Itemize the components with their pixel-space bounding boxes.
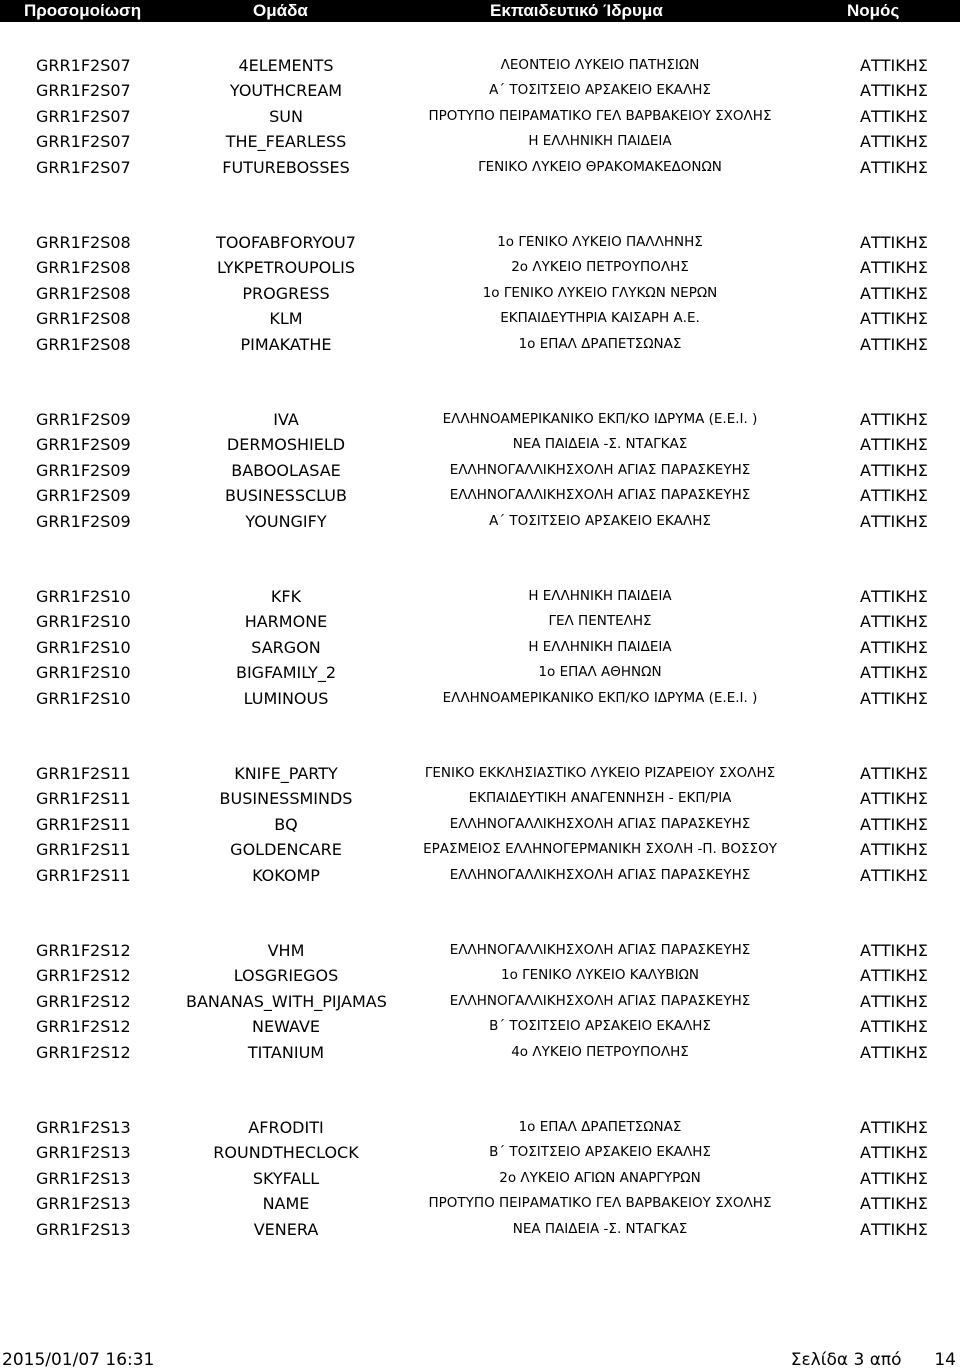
table-row	[0, 660, 960, 685]
table-row	[0, 584, 960, 609]
cell-institution: Α΄ ΤΟΣΙΤΣΕΙΟ ΑΡΣΑΚΕΙΟ ΕΚΑΛΗΣ	[489, 512, 711, 529]
cell-prefecture: ΑΤΤΙΚΗΣ	[860, 81, 928, 101]
cell-simulation: GRR1F2S12	[36, 1017, 131, 1037]
cell-prefecture: ΑΤΤΙΚΗΣ	[860, 1017, 928, 1037]
cell-institution: ΠΡΟΤΥΠΟ ΠΕΙΡΑΜΑΤΙΚΟ ΓΕΛ ΒΑΡΒΑΚΕΙΟΥ ΣΧΟΛΗΣ	[428, 1195, 772, 1212]
cell-prefecture: ΑΤΤΙΚΗΣ	[860, 966, 928, 986]
cell-prefecture: ΑΤΤΙΚΗΣ	[860, 587, 928, 606]
table-row	[0, 458, 960, 483]
cell-team: LYKPETROUPOLIS	[216, 258, 356, 278]
cell-institution: ΕΛΛΗΝΟΓΑΛΛΙΚΗΣΧΟΛΗ ΑΓΙΑΣ ΠΑΡΑΣΚΕΥΗΣ	[449, 866, 751, 883]
cell-institution: ΛΕΟΝΤΕΙΟ ΛΥΚΕΙΟ ΠΑΤΗΣΙΩΝ	[500, 57, 700, 73]
cell-prefecture: ΑΤΤΙΚΗΣ	[860, 435, 928, 455]
cell-prefecture: ΑΤΤΙΚΗΣ	[860, 991, 928, 1011]
cell-team: SUN	[269, 106, 303, 126]
cell-prefecture: ΑΤΤΙΚΗΣ	[860, 132, 928, 152]
cell-institution: Η ΕΛΛΗΝΙΚΗ ΠΑΙΔΕΙΑ	[528, 133, 672, 150]
cell-team: BUSINESSCLUB	[225, 486, 347, 506]
header-institution: Εκπαιδευτικό Ίδρυμα	[490, 1, 663, 20]
table-row	[0, 155, 960, 180]
cell-team: KNIFE_PARTY	[234, 764, 338, 783]
cell-prefecture: ΑΤΤΙΚΗΣ	[860, 688, 928, 708]
table-row	[0, 761, 960, 786]
cell-team: TITANIUM	[247, 1042, 325, 1062]
cell-simulation: GRR1F2S08	[36, 334, 131, 354]
page-footer	[0, 1350, 960, 1370]
cell-simulation: GRR1F2S12	[36, 966, 131, 986]
cell-institution: 4ο ΛΥΚΕΙΟ ΠΕΤΡΟΥΠΟΛΗΣ	[511, 1043, 689, 1060]
cell-team: IVA	[273, 410, 299, 429]
cell-prefecture: ΑΤΤΙΚΗΣ	[860, 764, 928, 783]
footer-page-label: Σελίδα 3 από	[790, 1350, 902, 1370]
table-row	[0, 483, 960, 508]
table-row	[0, 281, 960, 306]
cell-simulation: GRR1F2S08	[36, 283, 131, 303]
cell-team: YOUNGIFY	[245, 511, 327, 531]
cell-prefecture: ΑΤΤΙΚΗΣ	[860, 1168, 928, 1188]
footer-page-number	[791, 1350, 956, 1370]
cell-simulation: GRR1F2S10	[36, 612, 131, 632]
cell-team: PROGRESS	[242, 283, 330, 303]
cell-team: LUMINOUS	[243, 688, 329, 708]
cell-institution: ΕΚΠΑΙΔΕΥΤΙΚΗ ΑΝΑΓΕΝΝΗΣΗ - ΕΚΠ/ΡΙΑ	[468, 790, 732, 807]
table-row	[0, 1191, 960, 1216]
cell-team: THE_FEARLESS	[225, 132, 347, 152]
cell-prefecture: ΑΤΤΙΚΗΣ	[860, 1194, 928, 1214]
cell-team: PIMAKATHE	[240, 334, 332, 354]
cell-team: AFRODITI	[248, 1118, 324, 1137]
cell-institution: 2ο ΛΥΚΕΙΟ ΠΕΤΡΟΥΠΟΛΗΣ	[511, 259, 689, 276]
cell-prefecture: ΑΤΤΙΚΗΣ	[860, 283, 928, 303]
cell-simulation: GRR1F2S13	[36, 1219, 131, 1239]
cell-prefecture: ΑΤΤΙΚΗΣ	[860, 258, 928, 278]
table-row	[0, 609, 960, 634]
cell-team: HARMONE	[244, 612, 328, 632]
cell-simulation: GRR1F2S09	[36, 486, 131, 506]
cell-simulation: GRR1F2S10	[36, 637, 131, 657]
cell-team: GOLDENCARE	[230, 840, 342, 860]
table-row	[0, 255, 960, 280]
cell-team: KFK	[270, 587, 302, 606]
cell-simulation: GRR1F2S07	[36, 81, 131, 101]
table-row	[0, 786, 960, 811]
cell-institution: ΕΛΛΗΝΟΓΑΛΛΙΚΗΣΧΟΛΗ ΑΓΙΑΣ ΠΑΡΑΣΚΕΥΗΣ	[449, 461, 751, 478]
footer-datetime: 2015/01/07 16:31	[2, 1350, 155, 1370]
cell-prefecture: ΑΤΤΙΚΗΣ	[860, 334, 928, 354]
cell-simulation: GRR1F2S11	[36, 789, 131, 809]
table-row	[0, 1040, 960, 1065]
cell-institution: 1ο ΕΠΑΛ ΑΘΗΝΩΝ	[538, 664, 662, 681]
cell-prefecture: ΑΤΤΙΚΗΣ	[860, 1219, 928, 1239]
cell-team: DERMOSHIELD	[226, 435, 346, 455]
cell-team: KOKOMP	[252, 865, 320, 885]
header-team: Ομάδα	[253, 1, 308, 20]
cell-institution: 1ο ΓΕΝΙΚΟ ΛΥΚΕΙΟ ΓΛΥΚΩΝ ΝΕΡΩΝ	[482, 284, 718, 301]
cell-simulation: GRR1F2S12	[36, 1042, 131, 1062]
cell-simulation: GRR1F2S09	[36, 435, 131, 455]
cell-prefecture: ΑΤΤΙΚΗΣ	[860, 789, 928, 809]
table-row	[0, 332, 960, 357]
cell-simulation: GRR1F2S08	[36, 309, 131, 329]
cell-institution: Β΄ ΤΟΣΙΤΣΕΙΟ ΑΡΣΑΚΕΙΟ ΕΚΑΛΗΣ	[489, 1144, 711, 1161]
cell-institution: ΠΡΟΤΥΠΟ ΠΕΙΡΑΜΑΤΙΚΟ ΓΕΛ ΒΑΡΒΑΚΕΙΟΥ ΣΧΟΛΗΣ	[428, 107, 772, 124]
cell-team: KLM	[269, 309, 303, 329]
table-row	[0, 989, 960, 1014]
table-row	[0, 407, 960, 432]
cell-institution: ΕΛΛΗΝΟΑΜΕΡΙΚΑΝΙΚΟ ΕΚΠ/ΚΟ ΙΔΡΥΜΑ (Ε.Ε.Ι. )	[442, 689, 758, 706]
cell-simulation: GRR1F2S13	[36, 1168, 131, 1188]
table-row	[0, 1166, 960, 1191]
cell-team: BQ	[274, 814, 298, 834]
cell-institution: 1ο ΓΕΝΙΚΟ ΛΥΚΕΙΟ ΚΑΛΥΒΙΩΝ	[500, 967, 700, 984]
cell-simulation: GRR1F2S11	[36, 865, 131, 885]
table-row	[0, 686, 960, 711]
cell-simulation: GRR1F2S10	[36, 688, 131, 708]
cell-team: 4ELEMENTS	[238, 56, 334, 75]
table-row	[0, 812, 960, 837]
cell-prefecture: ΑΤΤΙΚΗΣ	[860, 460, 928, 480]
table-row	[0, 306, 960, 331]
table-row	[0, 104, 960, 129]
cell-prefecture: ΑΤΤΙΚΗΣ	[860, 865, 928, 885]
cell-institution: 1ο ΕΠΑΛ ΔΡΑΠΕΤΣΩΝΑΣ	[518, 1119, 682, 1135]
table-row	[0, 1217, 960, 1242]
table-row	[0, 963, 960, 988]
cell-institution: 1ο ΓΕΝΙΚΟ ΛΥΚΕΙΟ ΠΑΛΛΗΝΗΣ	[497, 234, 703, 250]
table-row	[0, 863, 960, 888]
cell-institution: Β΄ ΤΟΣΙΤΣΕΙΟ ΑΡΣΑΚΕΙΟ ΕΚΑΛΗΣ	[489, 1018, 711, 1035]
cell-prefecture: ΑΤΤΙΚΗΣ	[860, 157, 928, 177]
cell-prefecture: ΑΤΤΙΚΗΣ	[860, 1118, 928, 1137]
cell-simulation: GRR1F2S09	[36, 511, 131, 531]
cell-simulation: GRR1F2S12	[36, 941, 131, 960]
table-row	[0, 509, 960, 534]
table-row	[0, 1014, 960, 1039]
cell-team: BANANAS_WITH_PIJAMAS	[186, 991, 387, 1011]
cell-team: BIGFAMILY_2	[235, 663, 337, 683]
cell-team: BABOOLASAE	[231, 460, 341, 480]
cell-institution: 1ο ΕΠΑΛ ΔΡΑΠΕΤΣΩΝΑΣ	[518, 335, 682, 352]
cell-simulation: GRR1F2S10	[36, 663, 131, 683]
cell-institution: ΕΛΛΗΝΟΓΑΛΛΙΚΗΣΧΟΛΗ ΑΓΙΑΣ ΠΑΡΑΣΚΕΥΗΣ	[449, 487, 751, 504]
table-row	[0, 230, 960, 255]
cell-team: SARGON	[251, 637, 321, 657]
cell-simulation: GRR1F2S09	[36, 410, 131, 429]
cell-prefecture: ΑΤΤΙΚΗΣ	[860, 486, 928, 506]
cell-simulation: GRR1F2S13	[36, 1143, 131, 1163]
cell-institution: ΝΕΑ ΠΑΙΔΕΙΑ -Σ. ΝΤΑΓΚΑΣ	[512, 436, 688, 453]
cell-prefecture: ΑΤΤΙΚΗΣ	[860, 663, 928, 683]
table-row	[0, 78, 960, 103]
cell-prefecture: ΑΤΤΙΚΗΣ	[860, 612, 928, 632]
cell-prefecture: ΑΤΤΙΚΗΣ	[860, 106, 928, 126]
cell-team: NAME	[262, 1194, 310, 1214]
cell-team: VHM	[267, 941, 305, 960]
cell-institution: Α΄ ΤΟΣΙΤΣΕΙΟ ΑΡΣΑΚΕΙΟ ΕΚΑΛΗΣ	[489, 82, 711, 99]
table-row	[0, 53, 960, 78]
cell-institution: ΓΕΝΙΚΟ ΕΚΚΛΗΣΙΑΣΤΙΚΟ ΛΥΚΕΙΟ ΡΙΖΑΡΕΙΟΥ ΣΧΟΛΗΣ	[424, 765, 776, 781]
cell-simulation: GRR1F2S07	[36, 132, 131, 152]
table-row	[0, 635, 960, 660]
cell-institution: ΓΕΝΙΚΟ ΛΥΚΕΙΟ ΘΡΑΚΟΜΑΚΕΔΟΝΩΝ	[478, 158, 722, 175]
cell-team: VENERA	[253, 1219, 319, 1239]
cell-simulation: GRR1F2S13	[36, 1118, 131, 1137]
cell-simulation: GRR1F2S12	[36, 991, 131, 1011]
table-header	[0, 0, 960, 22]
table-row	[0, 1140, 960, 1165]
cell-prefecture: ΑΤΤΙΚΗΣ	[860, 1042, 928, 1062]
cell-institution: ΕΛΛΗΝΟΓΑΛΛΙΚΗΣΧΟΛΗ ΑΓΙΑΣ ΠΑΡΑΣΚΕΥΗΣ	[449, 992, 751, 1009]
cell-institution: ΓΕΛ ΠΕΝΤΕΛΗΣ	[548, 613, 652, 630]
cell-simulation: GRR1F2S11	[36, 764, 131, 783]
cell-prefecture: ΑΤΤΙΚΗΣ	[860, 56, 928, 75]
cell-prefecture: ΑΤΤΙΚΗΣ	[860, 814, 928, 834]
table-row	[0, 837, 960, 862]
cell-simulation: GRR1F2S07	[36, 157, 131, 177]
cell-prefecture: ΑΤΤΙΚΗΣ	[860, 233, 928, 252]
footer-page-total: 14	[934, 1350, 956, 1370]
cell-simulation: GRR1F2S13	[36, 1194, 131, 1214]
header-prefecture: Νομός	[847, 1, 900, 20]
table-row	[0, 1115, 960, 1140]
cell-team: NEWAVE	[252, 1017, 320, 1037]
cell-prefecture: ΑΤΤΙΚΗΣ	[860, 410, 928, 429]
cell-prefecture: ΑΤΤΙΚΗΣ	[860, 309, 928, 329]
cell-prefecture: ΑΤΤΙΚΗΣ	[860, 637, 928, 657]
table-row	[0, 432, 960, 457]
cell-simulation: GRR1F2S07	[36, 56, 131, 75]
cell-team: FUTUREBOSSES	[222, 157, 350, 177]
cell-team: BUSINESSMINDS	[219, 789, 353, 809]
cell-institution: Η ΕΛΛΗΝΙΚΗ ΠΑΙΔΕΙΑ	[528, 638, 672, 655]
cell-institution: ΕΚΠΑΙΔΕΥΤΗΡΙΑ ΚΑΙΣΑΡΗ Α.Ε.	[500, 310, 700, 327]
cell-simulation: GRR1F2S11	[36, 814, 131, 834]
cell-team: LOSGRIEGOS	[233, 966, 339, 986]
cell-team: SKYFALL	[252, 1168, 320, 1188]
cell-institution: ΕΛΛΗΝΟΓΑΛΛΙΚΗΣΧΟΛΗ ΑΓΙΑΣ ΠΑΡΑΣΚΕΥΗΣ	[449, 815, 751, 832]
cell-team: YOUTHCREAM	[229, 81, 343, 101]
cell-prefecture: ΑΤΤΙΚΗΣ	[860, 511, 928, 531]
cell-simulation: GRR1F2S11	[36, 840, 131, 860]
cell-simulation: GRR1F2S10	[36, 587, 131, 606]
cell-prefecture: ΑΤΤΙΚΗΣ	[860, 840, 928, 860]
cell-institution: ΕΛΛΗΝΟΓΑΛΛΙΚΗΣΧΟΛΗ ΑΓΙΑΣ ΠΑΡΑΣΚΕΥΗΣ	[449, 942, 751, 958]
cell-prefecture: ΑΤΤΙΚΗΣ	[860, 1143, 928, 1163]
header-simulation: Προσομοίωση	[24, 1, 142, 20]
cell-prefecture: ΑΤΤΙΚΗΣ	[860, 941, 928, 960]
cell-institution: Η ΕΛΛΗΝΙΚΗ ΠΑΙΔΕΙΑ	[528, 588, 672, 604]
table-row	[0, 129, 960, 154]
cell-team: TOOFABFORYOU7	[216, 233, 356, 252]
cell-simulation: GRR1F2S07	[36, 106, 131, 126]
cell-institution: 2ο ΛΥΚΕΙΟ ΑΓΙΩΝ ΑΝΑΡΓΥΡΩΝ	[499, 1169, 701, 1186]
cell-simulation: GRR1F2S09	[36, 460, 131, 480]
table-row	[0, 938, 960, 963]
cell-simulation: GRR1F2S08	[36, 233, 131, 252]
cell-simulation: GRR1F2S08	[36, 258, 131, 278]
cell-institution: ΕΡΑΣΜΕΙΟΣ ΕΛΛΗΝΟΓΕΡΜΑΝΙΚΗ ΣΧΟΛΗ -Π. ΒΟΣΣΟΥ	[423, 841, 777, 858]
cell-institution: ΕΛΛΗΝΟΑΜΕΡΙΚΑΝΙΚΟ ΕΚΠ/ΚΟ ΙΔΡΥΜΑ (Ε.Ε.Ι. )	[442, 411, 758, 427]
cell-institution: ΝΕΑ ΠΑΙΔΕΙΑ -Σ. ΝΤΑΓΚΑΣ	[512, 1220, 688, 1237]
cell-team: ROUNDTHECLOCK	[213, 1143, 359, 1163]
